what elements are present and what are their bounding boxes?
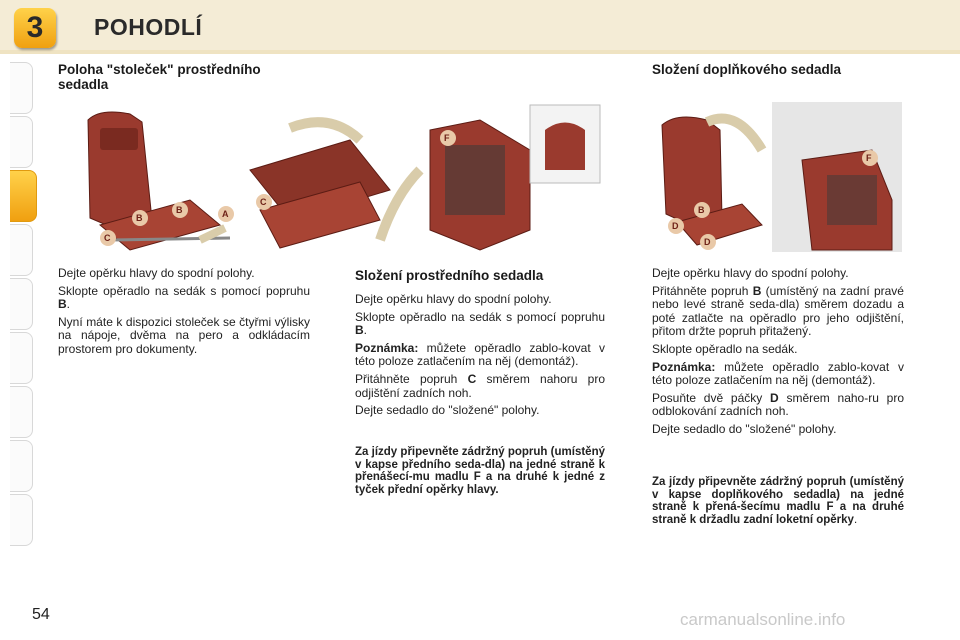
middle-note: Za jízdy připevněte zádržný popruh (umístěný v kapse předního seda-dla) na jedné straně k přenášecí-mu madlu F a na druhé k jedné z tyček přední opěrky hlavy. [355,446,605,496]
left-column-text [58,267,310,361]
chapter-title: POHODLÍ [94,14,203,40]
fold-arrow-2 [380,170,420,240]
right-p3: Sklopte opěradlo na sedák. [652,341,798,356]
seat-folding-illustration [60,100,605,255]
car-interior-inset [772,102,902,252]
heading-middle-seat: Složení prostředního sedadla [355,268,544,283]
chapter-tab-4[interactable] [10,224,33,276]
label-c-2: C [260,197,267,207]
chapter-badge: 3 [14,8,56,48]
chapter-tab-6[interactable] [10,332,33,384]
right-note: Za jízdy připevněte zádržný popruh (umístěný v kapse doplňkového sedadla) na jedné straně k přená-šecímu madlu F a na druhé straně k držadlu zadní loketní opěrky. [652,476,904,526]
left-p1: Dejte opěrku hlavy do spodní polohy. [58,266,255,280]
middle-p4: Přitáhněte popruh C směrem nahoru pro odjištění zadních noh. [355,371,605,400]
seat-illustration-1 [88,112,230,250]
middle-p1: Dejte opěrku hlavy do spodní polohy. [355,292,552,306]
label-f-2: F [866,153,872,163]
chapter-tab-7[interactable] [10,386,33,438]
heading-table-position: Poloha "stoleček" prostředního sedadla [58,62,261,92]
label-b-1: B [136,213,143,223]
extra-seat-illustration [652,100,904,255]
middle-p3: Poznámka: můžete opěradlo zablo-kovat v této poloze zatlačením na něj (demontáž). [355,340,605,369]
label-c-1: C [104,233,111,243]
label-a: A [222,209,229,219]
headrest-inset-illustration [530,105,600,183]
header-stripe [0,50,960,54]
middle-column-text [355,293,605,422]
fold-arrow-1 [290,122,360,140]
left-p3: Nyní máte k dispozici stoleček se čtyřmi výlisky na nápoje, dvěma na pero a odkládacím prostorem pro dokumenty. [58,314,310,356]
label-d-1: D [672,221,679,231]
right-p1: Dejte opěrku hlavy do spodní polohy. [652,266,849,280]
chapter-tabs [0,62,36,582]
left-p2: Sklopte opěradlo na sedák s pomocí popruhu B. [58,283,310,312]
seat-illustration-2 [250,140,390,248]
right-p2: Přitáhněte popruh B (umístěný na zadní pravé nebo levé straně seda-dla) směrem dozadu a poté zatlačte na opěradlo pro jeho odjištění, přitom držte popruh přitažený. [652,283,904,339]
chapter-tab-8[interactable] [10,440,33,492]
chapter-tab-1[interactable] [10,62,33,114]
chapter-tab-9[interactable] [10,494,33,546]
middle-p5: Dejte sedadlo do "složené" polohy. [355,403,540,418]
watermark: carmanualsonline.info [680,610,846,629]
label-b-3: B [698,205,705,215]
chapter-tab-2[interactable] [10,116,33,168]
heading-extra-seat: Složení doplňkového sedadla [652,62,842,77]
right-p5: Posuňte dvě páčky D směrem naho-ru pro odblokování zadních noh. [652,390,905,419]
label-d-2: D [704,237,711,247]
middle-p2: Sklopte opěradlo na sedák s pomocí popruhu B. [355,309,605,338]
right-column-text [652,267,904,441]
label-f-1: F [444,133,450,143]
right-p6: Dejte sedadlo do "složené" polohy. [652,421,837,436]
page-number: 54 [32,606,50,623]
right-p4: Poznámka: můžete opěradlo zablo-kovat v této poloze zatlačením na něj (demontáž). [652,359,904,388]
chapter-tab-3-active[interactable] [10,170,37,222]
chapter-tab-5[interactable] [10,278,33,330]
label-b-2: B [176,205,183,215]
